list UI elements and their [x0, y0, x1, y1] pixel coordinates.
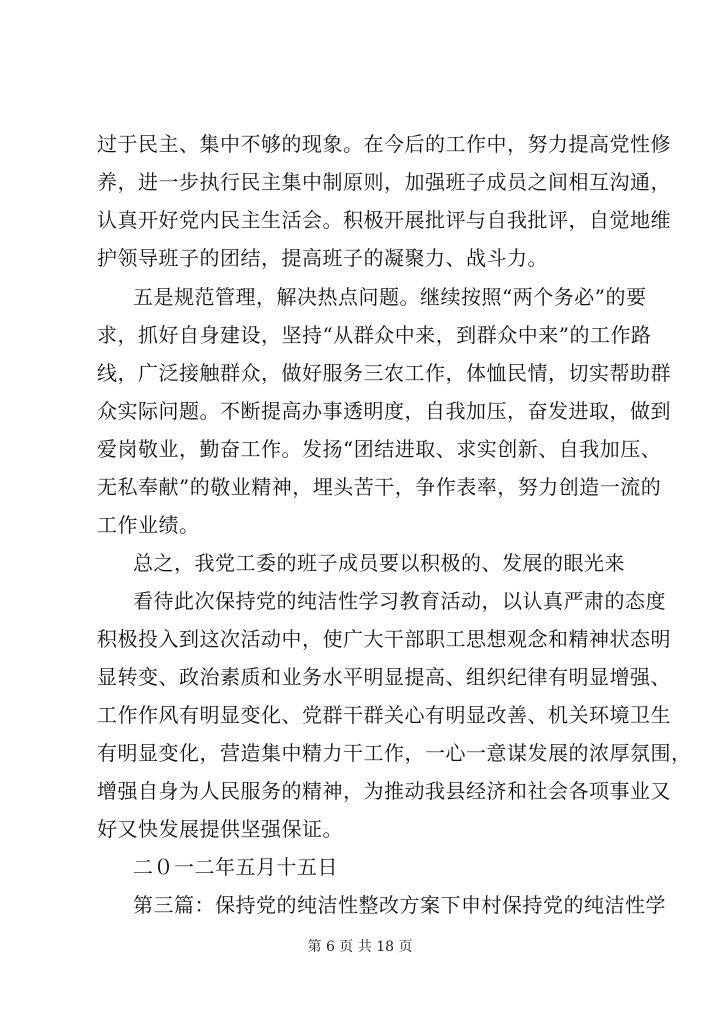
text-line: 显转变、政治素质和业务水平明显提高、组织纪律有明显增强、: [97, 665, 671, 689]
text-line: 线，广泛接触群众，做好服务三农工作，体恤民情，切实帮助群: [97, 361, 671, 385]
text-line: 五是规范管理，解决热点问题。继续按照“两个务必”的要: [133, 285, 647, 309]
date-line: 二０一二年五月十五日: [133, 855, 338, 879]
text-line: 众实际问题。不断提高办事透明度，自我加压，奋发进取，做到: [97, 399, 671, 423]
text-line: 过于民主、集中不够的现象。在今后的工作中，努力提高党性修: [97, 132, 671, 156]
text-line: 增强自身为人民服务的精神，为推动我县经济和社会各项事业又: [97, 779, 671, 803]
text-line: 护领导班子的团结，提高班子的凝聚力、战斗力。: [97, 246, 548, 270]
text-line: 认真开好党内民主生活会。积极开展批评与自我批评，自觉地维: [97, 208, 671, 232]
text-line: 看待此次保持党的纯洁性学习教育活动，以认真严肃的态度: [133, 589, 666, 613]
text-line: 养，进一步执行民主集中制原则，加强班子成员之间相互沟通，: [97, 170, 671, 194]
text-line: 有明显变化，营造集中精力干工作，一心一意谋发展的浓厚氛围，: [97, 741, 692, 765]
text-line: 工作业绩。: [97, 513, 200, 537]
text-line: 好又快发展提供坚强保证。: [97, 817, 343, 841]
text-line: 积极投入到这次活动中，使广大干部职工思想观念和精神状态明: [97, 627, 671, 651]
text-line: 总之，我党工委的班子成员要以积极的、发展的眼光来: [133, 551, 625, 575]
text-line: 工作作风有明显变化、党群干群关心有明显改善、机关环境卫生: [97, 703, 671, 727]
text-line: 求，抓好自身建设，坚持“从群众中来，到群众中来”的工作路: [97, 323, 652, 347]
text-line: 无私奉献”的敬业精神，埋头苦干，争作表率，努力创造一流的: [97, 475, 662, 499]
section-heading: 第三篇：保持党的纯洁性整改方案下申村保持党的纯洁性学: [133, 893, 666, 917]
text-line: 爱岗敬业，勤奋工作。发扬“团结进取、求实创新、自我加压、: [97, 437, 662, 461]
page-footer: 第 6 页 共 18 页: [307, 939, 413, 955]
